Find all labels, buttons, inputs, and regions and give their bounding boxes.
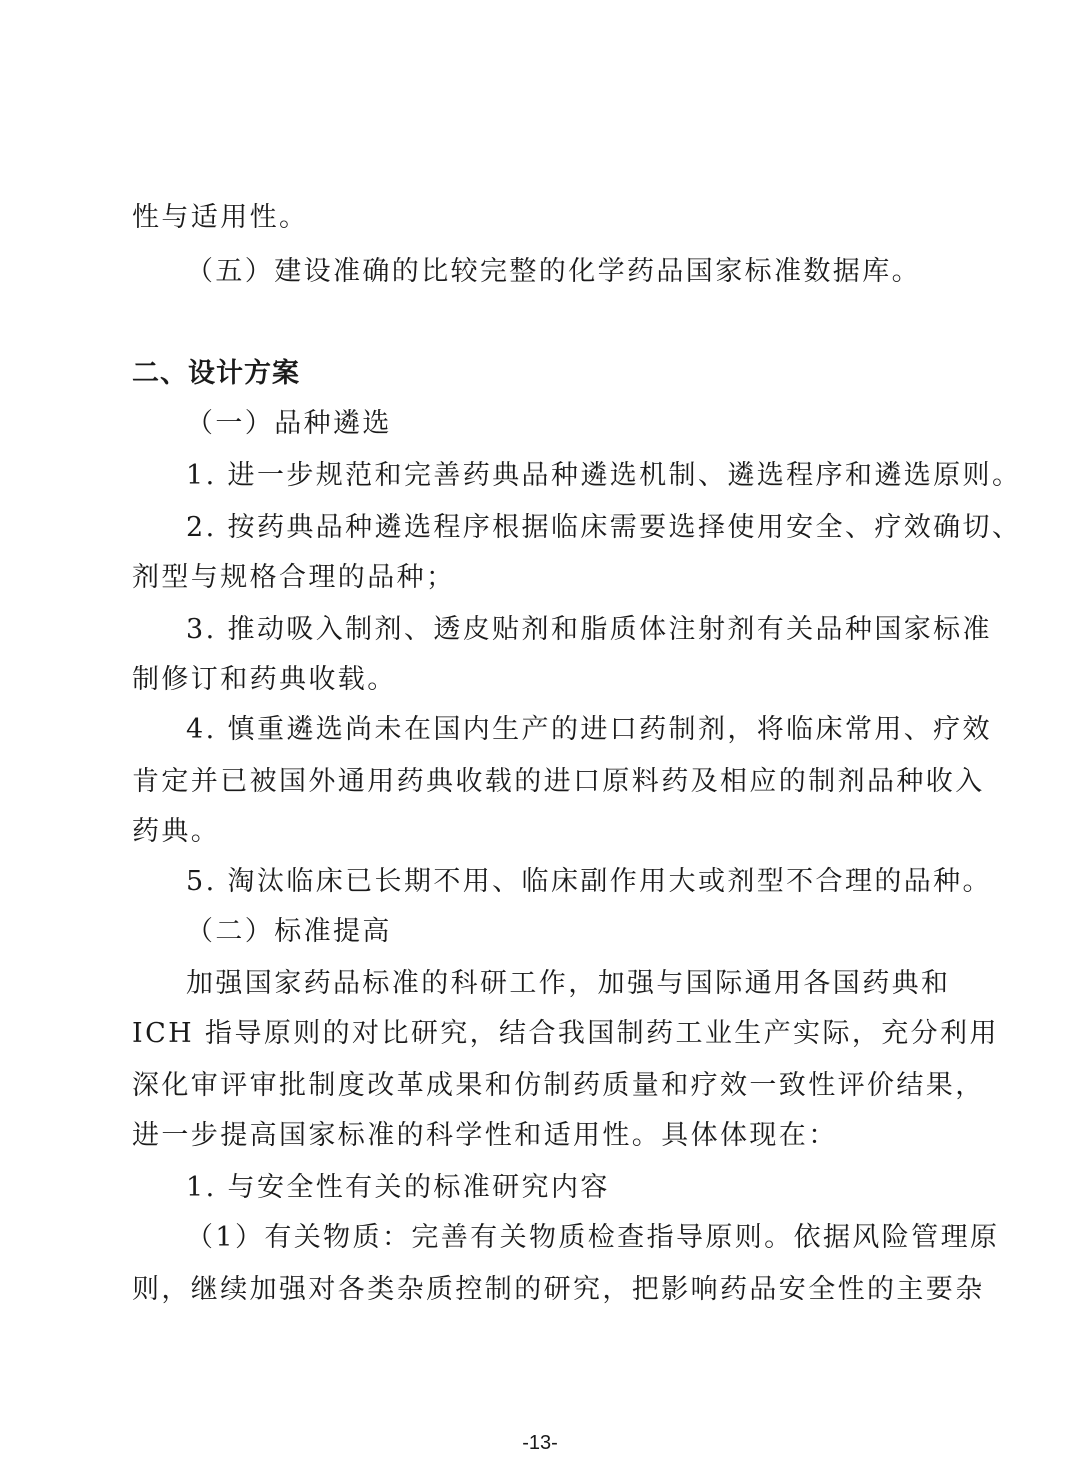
text-line: 性与适用性。 [132, 202, 309, 233]
text-line: 1. 与安全性有关的标准研究内容 [186, 1172, 610, 1203]
text-line: 进一步提高国家标准的科学性和适用性。具体体现在： [132, 1120, 838, 1151]
text-line: 药典。 [132, 816, 221, 847]
text-line: 肯定并已被国外通用药典收载的进口原料药及相应的制剂品种收入 [132, 766, 985, 797]
text-line: 3. 推动吸入制剂、透皮贴剂和脂质体注射剂有关品种国家标准 [186, 614, 992, 645]
section-heading: 二、设计方案 [132, 358, 300, 389]
text-line: （五）建设准确的比较完整的化学药品国家标准数据库。 [186, 256, 921, 287]
text-line: ICH 指导原则的对比研究，结合我国制药工业生产实际，充分利用 [132, 1018, 999, 1049]
text-line: 则，继续加强对各类杂质控制的研究，把影响药品安全性的主要杂 [132, 1274, 985, 1305]
text-line: 5. 淘汰临床已长期不用、临床副作用大或剂型不合理的品种。 [186, 866, 992, 897]
subsection-heading: （二）标准提高 [186, 916, 392, 947]
text-line: 制修订和药典收载。 [132, 664, 397, 695]
text-line: 1. 进一步规范和完善药典品种遴选机制、遴选程序和遴选原则。 [186, 460, 1022, 491]
subsection-heading: （一）品种遴选 [186, 408, 392, 439]
text-line: 剂型与规格合理的品种； [132, 562, 456, 593]
text-line: （1）有关物质：完善有关物质检查指导原则。依据风险管理原 [186, 1222, 1000, 1253]
text-line: 加强国家药品标准的科研工作，加强与国际通用各国药典和 [186, 968, 951, 999]
page-number: -13- [522, 1432, 558, 1454]
text-line: 4. 慎重遴选尚未在国内生产的进口药制剂，将临床常用、疗效 [186, 714, 992, 745]
text-line: 深化审评审批制度改革成果和仿制药质量和疗效一致性评价结果， [132, 1070, 985, 1101]
text-line: 2. 按药典品种遴选程序根据临床需要选择使用安全、疗效确切、 [186, 512, 1022, 543]
